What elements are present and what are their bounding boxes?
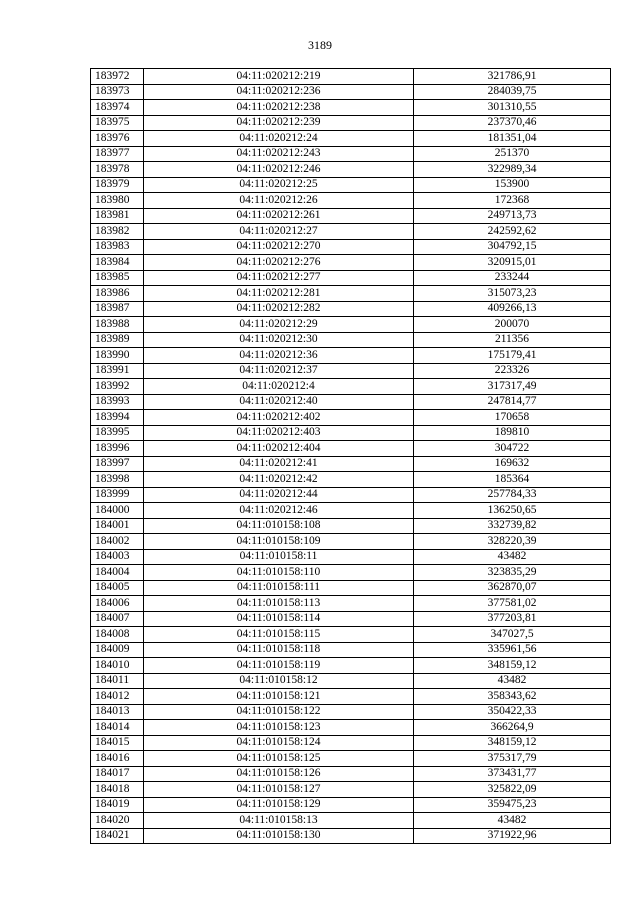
row-number-cell: 183998 [91, 472, 144, 488]
cadastral-number-cell: 04:11:010158:12 [144, 673, 414, 689]
cadastral-number-cell: 04:11:020212:246 [144, 162, 414, 178]
table-row [91, 642, 611, 658]
page-number: 3189 [308, 38, 332, 52]
row-number-cell: 183978 [91, 162, 144, 178]
cadastral-value-cell: 348159,12 [414, 658, 611, 674]
table-row [91, 658, 611, 674]
cadastral-value-cell: 377581,02 [414, 596, 611, 612]
table-row [91, 162, 611, 178]
table-row [91, 534, 611, 550]
cadastral-value-cell: 301310,55 [414, 100, 611, 116]
cadastral-value-cell: 175179,41 [414, 348, 611, 364]
table-row [91, 611, 611, 627]
cadastral-value-cell: 247814,77 [414, 394, 611, 410]
table-row [91, 410, 611, 426]
row-number-cell: 184005 [91, 580, 144, 596]
table-row [91, 596, 611, 612]
cadastral-number-cell: 04:11:010158:13 [144, 813, 414, 829]
cadastral-number-cell: 04:11:010158:118 [144, 642, 414, 658]
cadastral-number-cell: 04:11:020212:236 [144, 84, 414, 100]
cadastral-value-cell: 328220,39 [414, 534, 611, 550]
table-row [91, 115, 611, 131]
row-number-cell: 184012 [91, 689, 144, 705]
cadastral-number-cell: 04:11:020212:238 [144, 100, 414, 116]
table-row [91, 518, 611, 534]
cadastral-value-cell: 181351,04 [414, 131, 611, 147]
table-row [91, 379, 611, 395]
row-number-cell: 184004 [91, 565, 144, 581]
cadastral-number-cell: 04:11:020212:282 [144, 301, 414, 317]
row-number-cell: 183972 [91, 69, 144, 85]
table-row [91, 255, 611, 271]
cadastral-value-cell: 153900 [414, 177, 611, 193]
cadastral-value-cell: 409266,13 [414, 301, 611, 317]
row-number-cell: 184000 [91, 503, 144, 519]
cadastral-value-cell: 249713,73 [414, 208, 611, 224]
table-row [91, 549, 611, 565]
table-row [91, 565, 611, 581]
row-number-cell: 184006 [91, 596, 144, 612]
cadastral-number-cell: 04:11:010158:121 [144, 689, 414, 705]
cadastral-value-cell: 136250,65 [414, 503, 611, 519]
cadastral-number-cell: 04:11:020212:261 [144, 208, 414, 224]
cadastral-value-cell: 373431,77 [414, 766, 611, 782]
row-number-cell: 184010 [91, 658, 144, 674]
cadastral-value-cell: 320915,01 [414, 255, 611, 271]
cadastral-value-cell: 325822,09 [414, 782, 611, 798]
row-number-cell: 184017 [91, 766, 144, 782]
cadastral-number-cell: 04:11:010158:129 [144, 797, 414, 813]
cadastral-number-cell: 04:11:010158:115 [144, 627, 414, 643]
cadastral-number-cell: 04:11:010158:11 [144, 549, 414, 565]
cadastral-value-cell: 237370,46 [414, 115, 611, 131]
row-number-cell: 183991 [91, 363, 144, 379]
row-number-cell: 184001 [91, 518, 144, 534]
table-row [91, 751, 611, 767]
cadastral-value-cell: 350422,33 [414, 704, 611, 720]
cadastral-value-cell: 43482 [414, 673, 611, 689]
cadastral-value-cell: 332739,82 [414, 518, 611, 534]
cadastral-number-cell: 04:11:020212:276 [144, 255, 414, 271]
row-number-cell: 184018 [91, 782, 144, 798]
table-row [91, 472, 611, 488]
cadastral-value-cell: 335961,56 [414, 642, 611, 658]
row-number-cell: 184003 [91, 549, 144, 565]
cadastral-value-cell: 200070 [414, 317, 611, 333]
cadastral-value-cell: 358343,62 [414, 689, 611, 705]
cadastral-value-cell: 304792,15 [414, 239, 611, 255]
table-row [91, 239, 611, 255]
row-number-cell: 183974 [91, 100, 144, 116]
row-number-cell: 183984 [91, 255, 144, 271]
cadastral-value-cell: 211356 [414, 332, 611, 348]
cadastral-value-cell: 284039,75 [414, 84, 611, 100]
table-row [91, 177, 611, 193]
cadastral-value-cell: 321786,91 [414, 69, 611, 85]
cadastral-value-cell: 185364 [414, 472, 611, 488]
table-row [91, 317, 611, 333]
cadastral-value-cell: 323835,29 [414, 565, 611, 581]
table-row [91, 100, 611, 116]
cadastral-value-cell: 317317,49 [414, 379, 611, 395]
table-row [91, 766, 611, 782]
table-row [91, 425, 611, 441]
row-number-cell: 183987 [91, 301, 144, 317]
row-number-cell: 183997 [91, 456, 144, 472]
row-number-cell: 183996 [91, 441, 144, 457]
cadastral-number-cell: 04:11:020212:37 [144, 363, 414, 379]
row-number-cell: 183999 [91, 487, 144, 503]
cadastral-value-cell: 257784,33 [414, 487, 611, 503]
table-row [91, 146, 611, 162]
table-row [91, 363, 611, 379]
table-row [91, 487, 611, 503]
cadastral-number-cell: 04:11:020212:403 [144, 425, 414, 441]
row-number-cell: 183983 [91, 239, 144, 255]
row-number-cell: 184011 [91, 673, 144, 689]
cadastral-number-cell: 04:11:010158:114 [144, 611, 414, 627]
table-row [91, 441, 611, 457]
cadastral-number-cell: 04:11:020212:402 [144, 410, 414, 426]
cadastral-number-cell: 04:11:010158:124 [144, 735, 414, 751]
cadastral-number-cell: 04:11:020212:44 [144, 487, 414, 503]
cadastral-number-cell: 04:11:020212:40 [144, 394, 414, 410]
row-number-cell: 183979 [91, 177, 144, 193]
table-row [91, 270, 611, 286]
cadastral-value-cell: 377203,81 [414, 611, 611, 627]
cadastral-number-cell: 04:11:010158:113 [144, 596, 414, 612]
cadastral-number-cell: 04:11:010158:109 [144, 534, 414, 550]
row-number-cell: 184014 [91, 720, 144, 736]
table-row [91, 348, 611, 364]
cadastral-value-cell: 375317,79 [414, 751, 611, 767]
table-row [91, 456, 611, 472]
row-number-cell: 183985 [91, 270, 144, 286]
cadastral-value-cell: 242592,62 [414, 224, 611, 240]
table-body [91, 69, 611, 844]
cadastral-number-cell: 04:11:020212:270 [144, 239, 414, 255]
cadastral-number-cell: 04:11:020212:46 [144, 503, 414, 519]
row-number-cell: 183977 [91, 146, 144, 162]
row-number-cell: 183986 [91, 286, 144, 302]
table-row [91, 828, 611, 844]
cadastral-number-cell: 04:11:020212:277 [144, 270, 414, 286]
row-number-cell: 184016 [91, 751, 144, 767]
table-row [91, 782, 611, 798]
row-number-cell: 184008 [91, 627, 144, 643]
cadastral-value-cell: 359475,23 [414, 797, 611, 813]
cadastral-number-cell: 04:11:010158:119 [144, 658, 414, 674]
row-number-cell: 183992 [91, 379, 144, 395]
cadastral-number-cell: 04:11:010158:110 [144, 565, 414, 581]
row-number-cell: 184007 [91, 611, 144, 627]
cadastral-number-cell: 04:11:010158:123 [144, 720, 414, 736]
row-number-cell: 183989 [91, 332, 144, 348]
row-number-cell: 183981 [91, 208, 144, 224]
table-row [91, 286, 611, 302]
row-number-cell: 183994 [91, 410, 144, 426]
table-row [91, 224, 611, 240]
cadastral-number-cell: 04:11:010158:127 [144, 782, 414, 798]
row-number-cell: 183976 [91, 131, 144, 147]
cadastral-value-cell: 169632 [414, 456, 611, 472]
cadastral-number-cell: 04:11:010158:126 [144, 766, 414, 782]
row-number-cell: 184002 [91, 534, 144, 550]
cadastral-number-cell: 04:11:010158:108 [144, 518, 414, 534]
cadastral-value-cell: 223326 [414, 363, 611, 379]
cadastral-number-cell: 04:11:010158:125 [144, 751, 414, 767]
cadastral-number-cell: 04:11:020212:4 [144, 379, 414, 395]
row-number-cell: 183982 [91, 224, 144, 240]
table-row [91, 673, 611, 689]
cadastral-number-cell: 04:11:020212:27 [144, 224, 414, 240]
cadastral-value-cell: 172368 [414, 193, 611, 209]
row-number-cell: 184015 [91, 735, 144, 751]
cadastral-value-cell: 315073,23 [414, 286, 611, 302]
cadastral-value-cell: 43482 [414, 549, 611, 565]
cadastral-number-cell: 04:11:010158:130 [144, 828, 414, 844]
table-row [91, 797, 611, 813]
cadastral-value-cell: 304722 [414, 441, 611, 457]
cadastral-value-cell: 170658 [414, 410, 611, 426]
table-row [91, 704, 611, 720]
cadastral-value-cell: 322989,34 [414, 162, 611, 178]
table-row [91, 332, 611, 348]
cadastral-value-cell: 348159,12 [414, 735, 611, 751]
row-number-cell: 183993 [91, 394, 144, 410]
cadastral-number-cell: 04:11:020212:26 [144, 193, 414, 209]
table-row [91, 813, 611, 829]
table-row [91, 193, 611, 209]
row-number-cell: 184020 [91, 813, 144, 829]
cadastral-number-cell: 04:11:020212:42 [144, 472, 414, 488]
cadastral-number-cell: 04:11:020212:29 [144, 317, 414, 333]
cadastral-value-cell: 189810 [414, 425, 611, 441]
row-number-cell: 184009 [91, 642, 144, 658]
cadastral-value-cell: 347027,5 [414, 627, 611, 643]
cadastral-value-cell: 366264,9 [414, 720, 611, 736]
row-number-cell: 183988 [91, 317, 144, 333]
table-row [91, 301, 611, 317]
cadastral-number-cell: 04:11:020212:281 [144, 286, 414, 302]
row-number-cell: 183975 [91, 115, 144, 131]
table-row [91, 720, 611, 736]
cadastral-value-cell: 251370 [414, 146, 611, 162]
cadastral-number-cell: 04:11:020212:243 [144, 146, 414, 162]
cadastral-number-cell: 04:11:020212:25 [144, 177, 414, 193]
table-row [91, 84, 611, 100]
table-row [91, 394, 611, 410]
cadastral-value-cell: 371922,96 [414, 828, 611, 844]
cadastral-number-cell: 04:11:010158:122 [144, 704, 414, 720]
cadastral-number-cell: 04:11:020212:239 [144, 115, 414, 131]
row-number-cell: 183990 [91, 348, 144, 364]
cadastral-value-table [90, 68, 611, 844]
row-number-cell: 184019 [91, 797, 144, 813]
cadastral-value-cell: 43482 [414, 813, 611, 829]
row-number-cell: 183995 [91, 425, 144, 441]
table-row [91, 131, 611, 147]
table-row [91, 689, 611, 705]
table-row [91, 627, 611, 643]
table-row [91, 735, 611, 751]
cadastral-number-cell: 04:11:010158:111 [144, 580, 414, 596]
cadastral-number-cell: 04:11:020212:36 [144, 348, 414, 364]
table-row [91, 208, 611, 224]
row-number-cell: 184021 [91, 828, 144, 844]
row-number-cell: 183980 [91, 193, 144, 209]
cadastral-number-cell: 04:11:020212:41 [144, 456, 414, 472]
cadastral-number-cell: 04:11:020212:219 [144, 69, 414, 85]
table-row [91, 69, 611, 85]
row-number-cell: 183973 [91, 84, 144, 100]
cadastral-number-cell: 04:11:020212:30 [144, 332, 414, 348]
cadastral-number-cell: 04:11:020212:404 [144, 441, 414, 457]
cadastral-number-cell: 04:11:020212:24 [144, 131, 414, 147]
table-row [91, 580, 611, 596]
row-number-cell: 184013 [91, 704, 144, 720]
table-row [91, 503, 611, 519]
cadastral-value-cell: 362870,07 [414, 580, 611, 596]
cadastral-value-cell: 233244 [414, 270, 611, 286]
